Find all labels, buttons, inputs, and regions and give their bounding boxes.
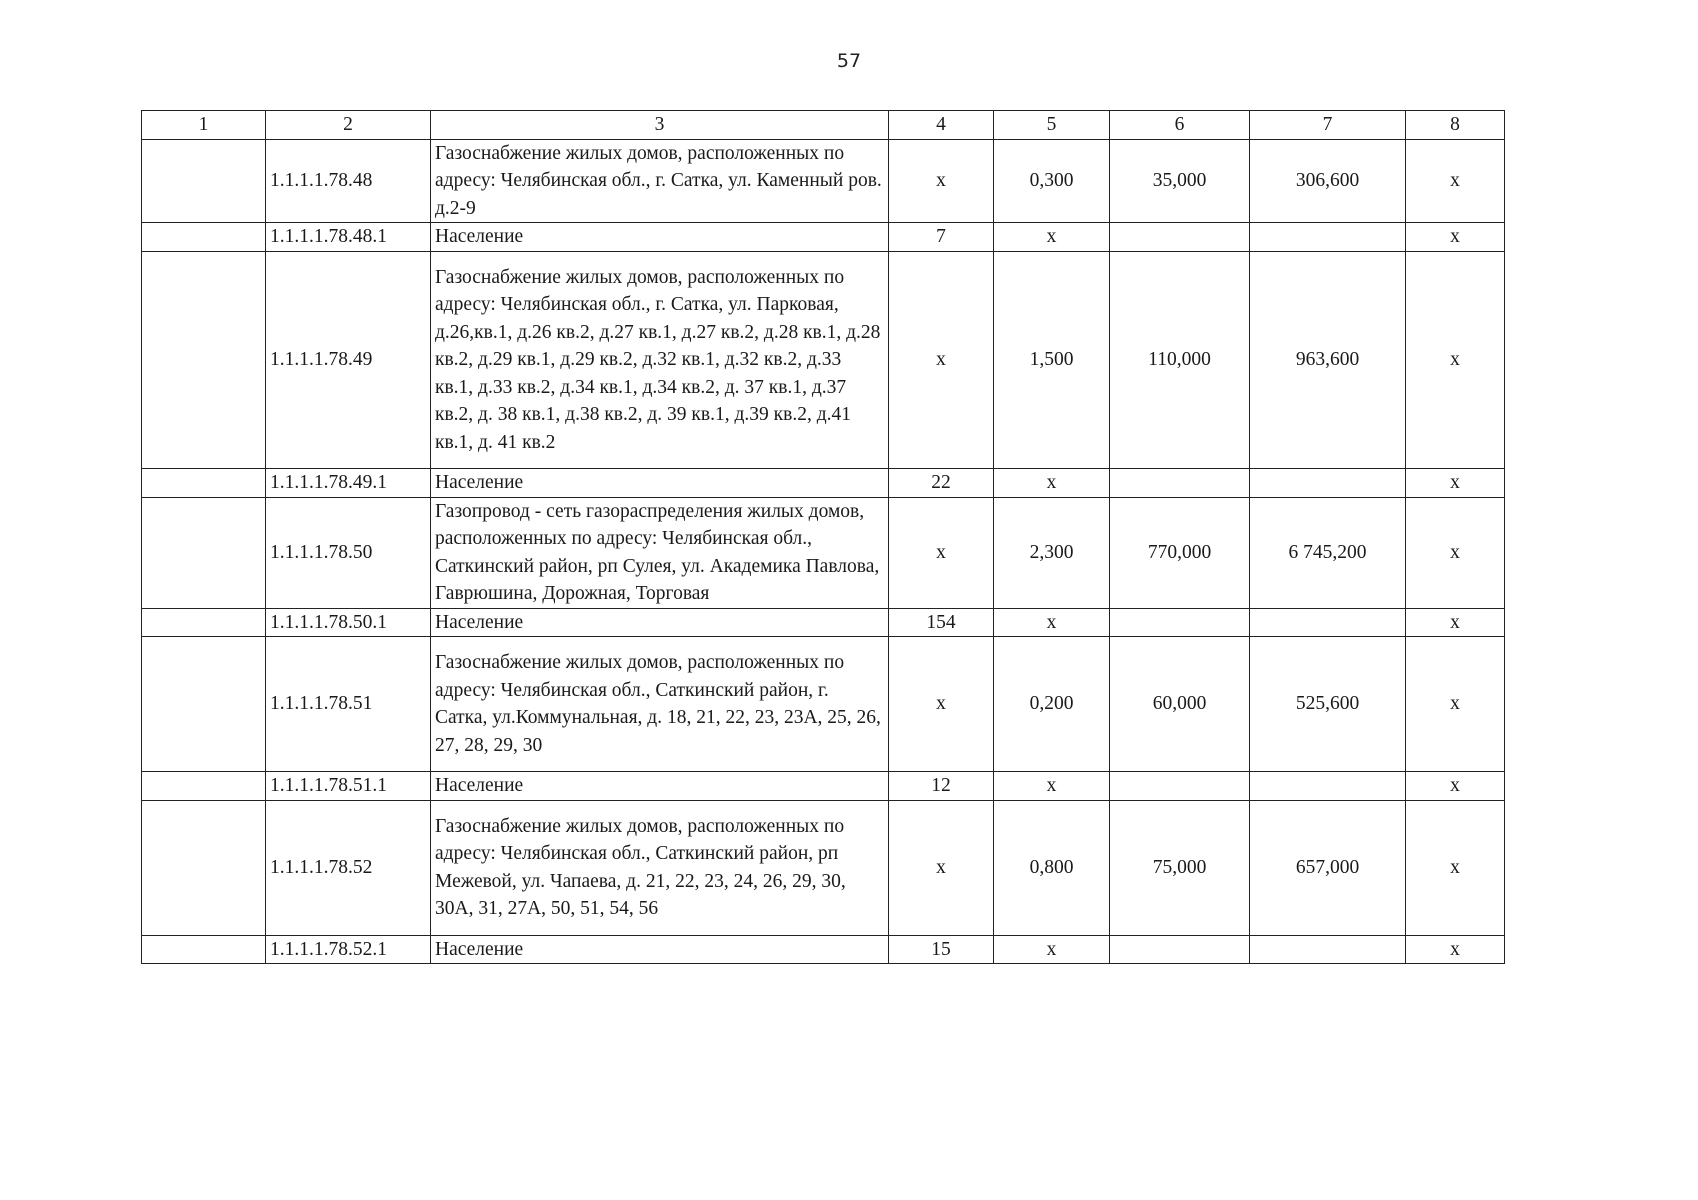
column-header: 2 (266, 111, 431, 140)
cell-col7: 6 745,200 (1250, 497, 1406, 608)
cell-col8: х (1406, 608, 1505, 637)
cell-col7 (1250, 223, 1406, 252)
cell-description: Население (431, 935, 889, 964)
cell-col7 (1250, 469, 1406, 498)
cell-col6 (1110, 772, 1250, 801)
cell-col7: 657,000 (1250, 800, 1406, 935)
cell-col1 (142, 497, 266, 608)
column-header: 8 (1406, 111, 1505, 140)
cell-col7: 525,600 (1250, 637, 1406, 772)
cell-description: Газоснабжение жилых домов, расположенных по адресу: Челябинская обл., Саткинский район, г. Сатка, ул.Коммунальная, д. 18, 21, 22, 23, 23А, 25, 26, 27, 28, 29, 30 (431, 637, 889, 772)
cell-col8: х (1406, 935, 1505, 964)
column-header: 6 (1110, 111, 1250, 140)
cell-col1 (142, 139, 266, 223)
cell-code: 1.1.1.1.78.48.1 (266, 223, 431, 252)
cell-description: Газоснабжение жилых домов, расположенных по адресу: Челябинская обл., Саткинский район, рп Межевой, ул. Чапаева, д. 21, 22, 23, 24, 26, 29, 30, 30А, 31, 27А, 50, 51, 54, 56 (431, 800, 889, 935)
cell-col8: х (1406, 637, 1505, 772)
cell-description: Население (431, 608, 889, 637)
cell-col8: х (1406, 469, 1505, 498)
cell-description: Население (431, 223, 889, 252)
cell-description: Газоснабжение жилых домов, расположенных по адресу: Челябинская обл., г. Сатка, ул. Парковая, д.26,кв.1, д.26 кв.2, д.27 кв.1, д.27 кв.2, д.28 кв.1, д.28 кв.2, д.29 кв.1, д.29 кв.2, д.32 кв.1, д.32 кв.2, д.33 кв.1, д.33 кв.2, д.34 кв.1, д.34 кв.2, д. 37 кв.1, д.37 кв.2, д. 38 кв.1, д.38 кв.2, д. 39 кв.1, д.39 кв.2, д.41 кв.1, д. 41 кв.2 (431, 251, 889, 469)
cell-code: 1.1.1.1.78.50.1 (266, 608, 431, 637)
cell-col6 (1110, 608, 1250, 637)
cell-col1 (142, 800, 266, 935)
cell-col6: 75,000 (1110, 800, 1250, 935)
cell-code: 1.1.1.1.78.51 (266, 637, 431, 772)
table-row (142, 935, 1505, 964)
data-table (141, 110, 1505, 964)
cell-col5: х (994, 223, 1110, 252)
cell-col1 (142, 223, 266, 252)
cell-col5: х (994, 935, 1110, 964)
cell-col1 (142, 935, 266, 964)
table-row (142, 497, 1505, 608)
cell-col5: х (994, 608, 1110, 637)
cell-col1 (142, 637, 266, 772)
cell-description: Газоснабжение жилых домов, расположенных по адресу: Челябинская обл., г. Сатка, ул. Каменный ров. д.2-9 (431, 139, 889, 223)
cell-col7 (1250, 608, 1406, 637)
table-row (142, 637, 1505, 772)
cell-col8: х (1406, 251, 1505, 469)
cell-col1 (142, 608, 266, 637)
cell-code: 1.1.1.1.78.51.1 (266, 772, 431, 801)
cell-col6: 770,000 (1110, 497, 1250, 608)
cell-col4: х (889, 637, 994, 772)
column-header: 3 (431, 111, 889, 140)
cell-col7 (1250, 772, 1406, 801)
cell-col1 (142, 469, 266, 498)
cell-code: 1.1.1.1.78.50 (266, 497, 431, 608)
table-row (142, 469, 1505, 498)
cell-col4: 12 (889, 772, 994, 801)
cell-col4: х (889, 497, 994, 608)
cell-code: 1.1.1.1.78.48 (266, 139, 431, 223)
cell-col5: 2,300 (994, 497, 1110, 608)
column-header: 7 (1250, 111, 1406, 140)
cell-col4: 154 (889, 608, 994, 637)
cell-col4: х (889, 800, 994, 935)
cell-col7: 963,600 (1250, 251, 1406, 469)
cell-col4: 7 (889, 223, 994, 252)
cell-code: 1.1.1.1.78.49.1 (266, 469, 431, 498)
cell-col8: х (1406, 497, 1505, 608)
cell-col5: 0,800 (994, 800, 1110, 935)
cell-col8: х (1406, 139, 1505, 223)
table-row (142, 800, 1505, 935)
page-number: 57 (836, 50, 862, 72)
cell-description: Население (431, 772, 889, 801)
table-row (142, 772, 1505, 801)
cell-col4: х (889, 251, 994, 469)
cell-col8: х (1406, 772, 1505, 801)
cell-description: Газопровод - сеть газораспределения жилых домов, расположенных по адресу: Челябинская обл., Саткинский район, рп Сулея, ул. Академика Павлова, Гаврюшина, Дорожная, Торговая (431, 497, 889, 608)
cell-col4: 22 (889, 469, 994, 498)
cell-col5: 0,300 (994, 139, 1110, 223)
column-header: 1 (142, 111, 266, 140)
cell-col8: х (1406, 800, 1505, 935)
header-row (142, 111, 1505, 140)
cell-col6 (1110, 935, 1250, 964)
cell-col1 (142, 772, 266, 801)
cell-col8: х (1406, 223, 1505, 252)
cell-col5: 1,500 (994, 251, 1110, 469)
cell-col4: 15 (889, 935, 994, 964)
cell-col6 (1110, 469, 1250, 498)
cell-col5: 0,200 (994, 637, 1110, 772)
cell-col5: х (994, 469, 1110, 498)
cell-col4: х (889, 139, 994, 223)
cell-description: Население (431, 469, 889, 498)
cell-col5: х (994, 772, 1110, 801)
cell-col7: 306,600 (1250, 139, 1406, 223)
cell-code: 1.1.1.1.78.52.1 (266, 935, 431, 964)
table-row (142, 251, 1505, 469)
cell-col7 (1250, 935, 1406, 964)
cell-col1 (142, 251, 266, 469)
column-header: 4 (889, 111, 994, 140)
cell-code: 1.1.1.1.78.52 (266, 800, 431, 935)
cell-col6: 110,000 (1110, 251, 1250, 469)
table-row (142, 223, 1505, 252)
table-row (142, 139, 1505, 223)
cell-col6: 60,000 (1110, 637, 1250, 772)
column-header: 5 (994, 111, 1110, 140)
cell-code: 1.1.1.1.78.49 (266, 251, 431, 469)
table-row (142, 608, 1505, 637)
cell-col6 (1110, 223, 1250, 252)
cell-col6: 35,000 (1110, 139, 1250, 223)
